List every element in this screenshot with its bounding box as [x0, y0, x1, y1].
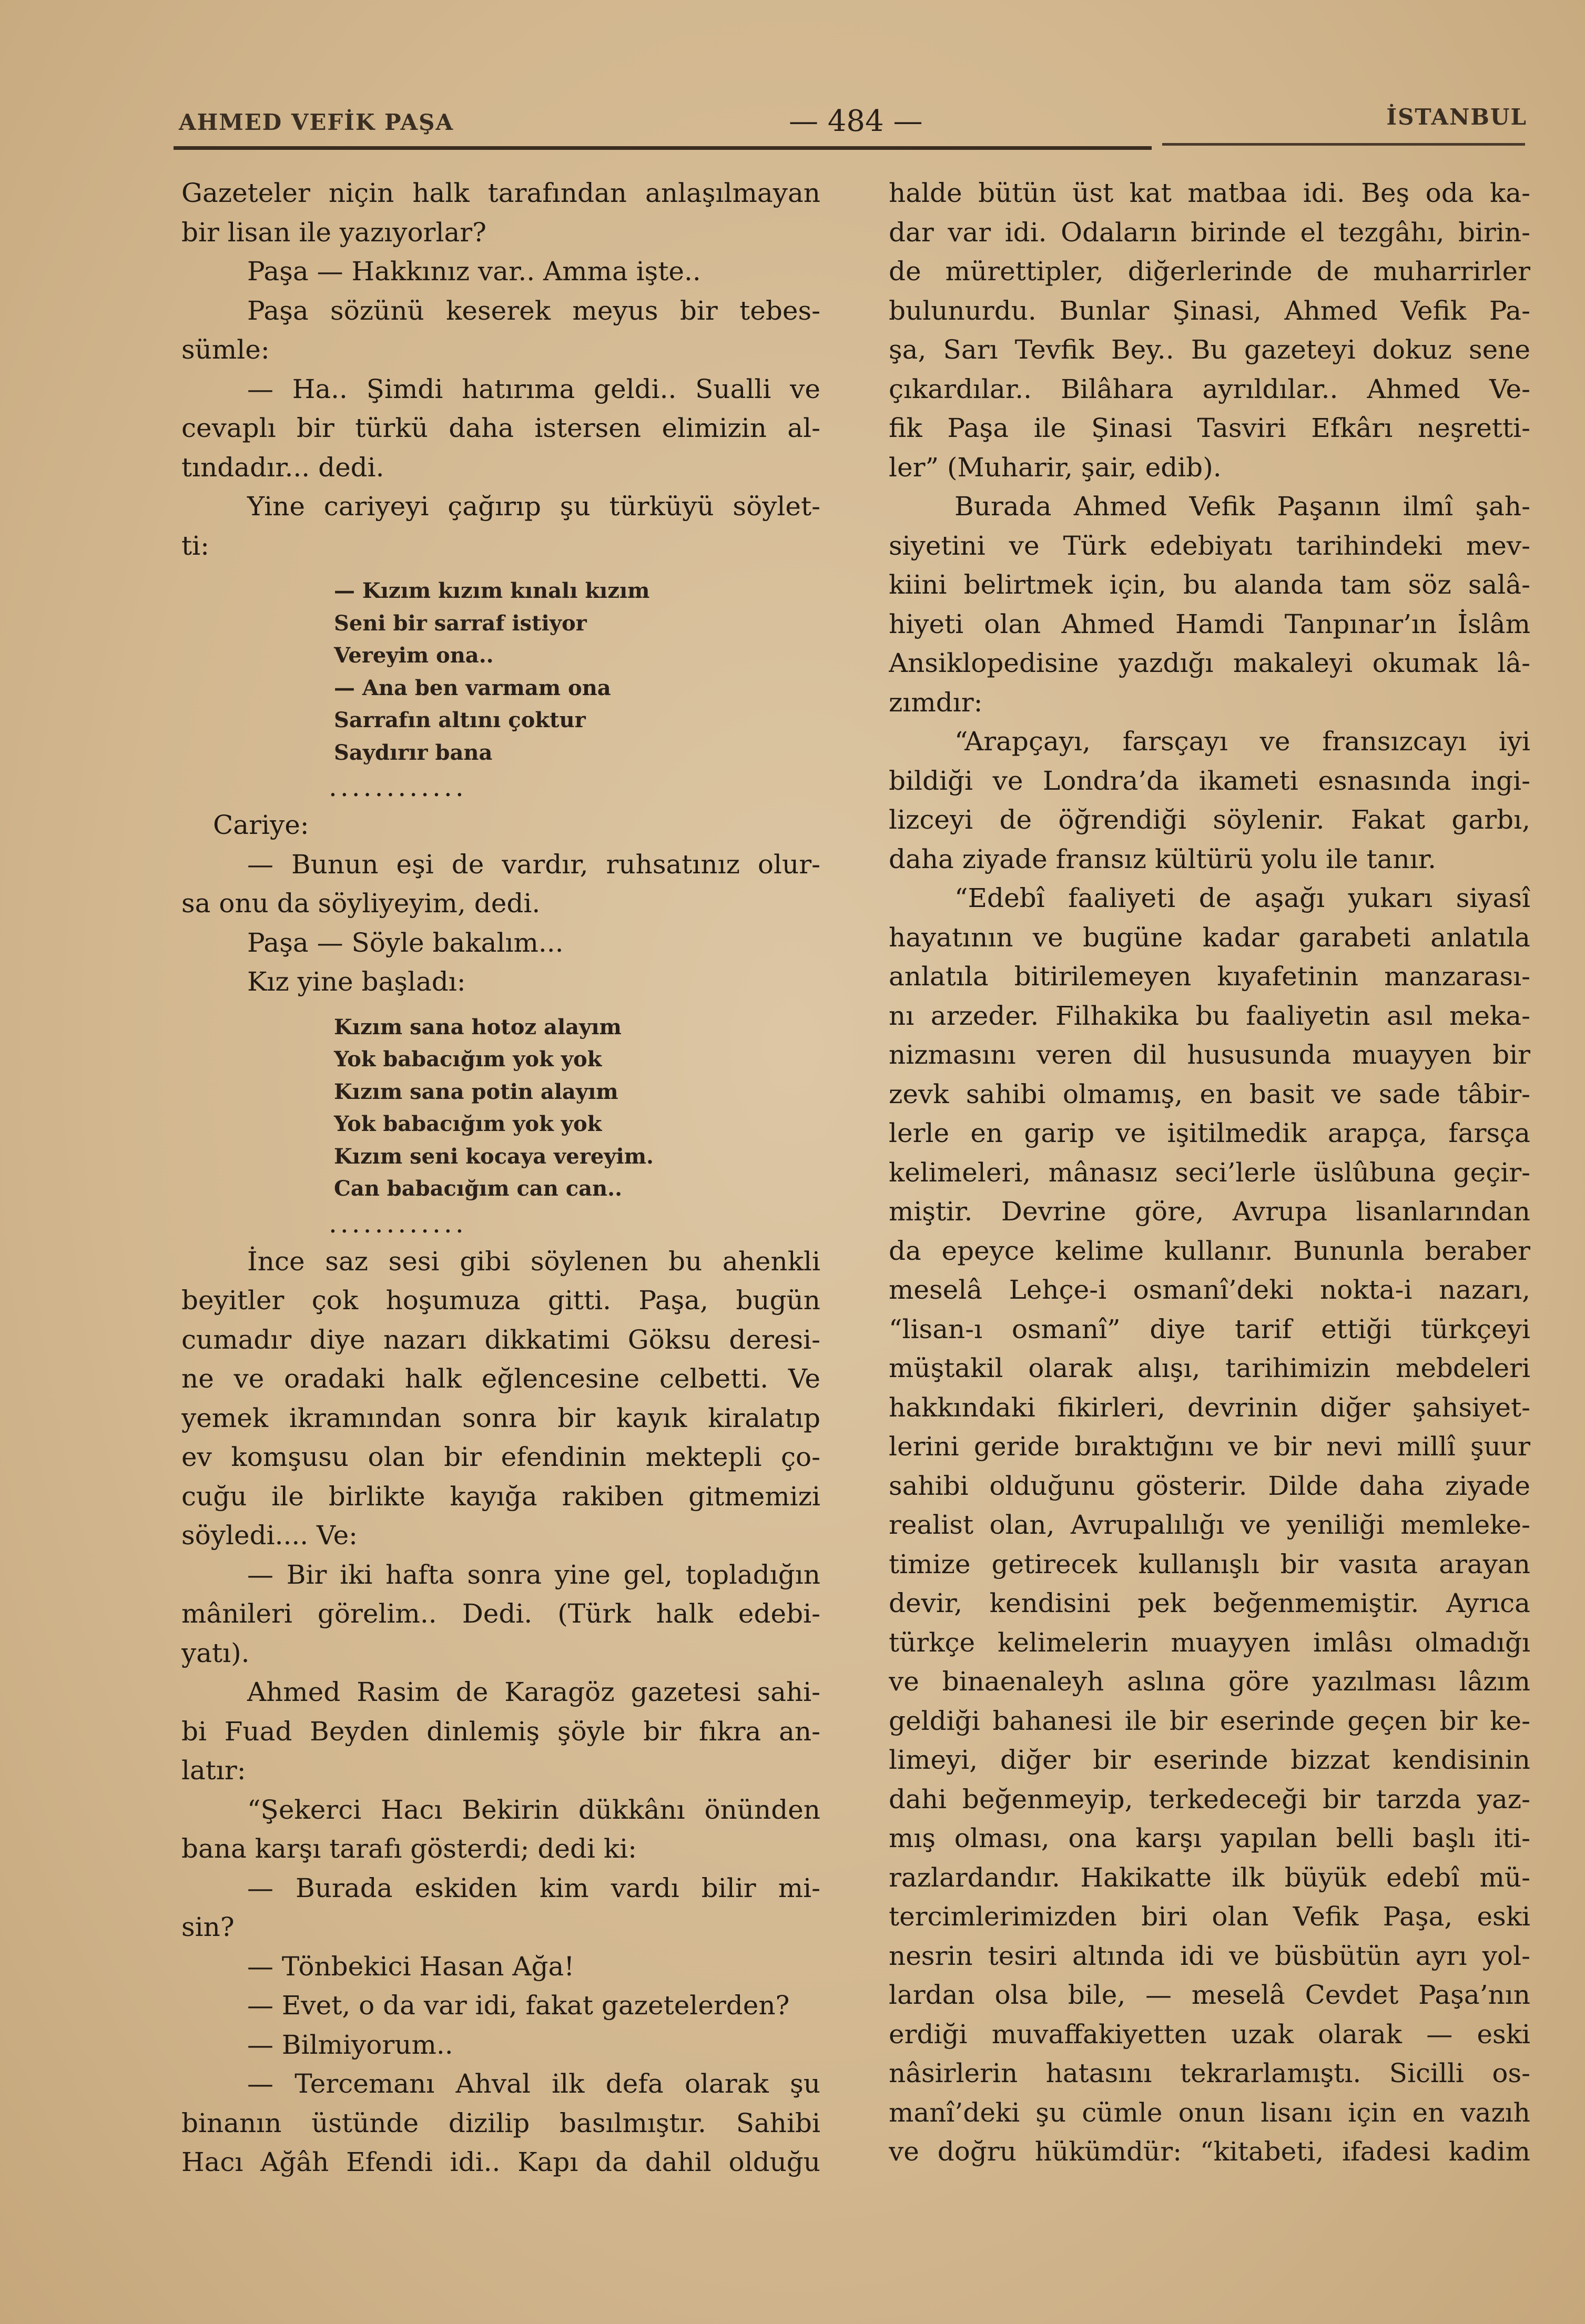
right-column — [889, 174, 1530, 2172]
text-line: “Edebî faaliyeti de aşağı yukarı siyasî — [954, 883, 1530, 913]
text-line: Paşa — Söyle bakalım... — [247, 927, 564, 958]
text-line: dar var idi. Odaların birinde el tezgâhı, birin- — [889, 217, 1530, 248]
text-line: nesrin tesiri altında idi ve büsbütün ayrı yol- — [889, 1940, 1530, 1971]
text-line: de mürettipler, diğerlerinde de muharrirler — [889, 256, 1530, 287]
ellipsis-divider: ............ — [329, 772, 467, 802]
text-line: dahi beğenmeyip, terkedeceği bir tarzda yaz- — [889, 1783, 1530, 1815]
text-line: anlatıla bitirilemeyen kıyafetinin manzarası- — [889, 961, 1530, 992]
text-line: “Şekerci Hacı Bekirin dükkânı önünden — [247, 1794, 820, 1825]
text-line: ne ve oradaki halk eğlencesine celbetti. Ve — [181, 1363, 820, 1394]
verse-line: Yok babacığım yok yok — [334, 1112, 602, 1136]
text-line: — Evet, o da var idi, fakat gazetelerden? — [247, 1990, 790, 2021]
text-line: türkçe kelimelerin muayyen imlâsı olmadığı — [889, 1627, 1530, 1658]
verse-line: Saydırır bana — [334, 740, 493, 765]
text-line: tındadır... dedi. — [181, 452, 384, 483]
text-line: lizceyi de öğrendiği söylenir. Fakat garbı, — [889, 804, 1530, 835]
text-line: tercimlerimizden biri olan Vefik Paşa, eski — [889, 1901, 1530, 1932]
text-line: fik Paşa ile Şinasi Tasviri Efkârı neşretti- — [889, 413, 1530, 443]
text-line: hayatının ve bugüne kadar garabeti anlatıla — [889, 922, 1530, 953]
text-line: lardan olsa bile, — meselâ Cevdet Paşa’nın — [889, 1980, 1530, 2010]
text-line: sümle: — [181, 334, 270, 365]
text-line: Paşa sözünü keserek meyus bir tebes- — [247, 295, 820, 326]
text-line: yemek ikramından sonra bir kayık kiralatıp — [181, 1402, 820, 1433]
text-line: razlardandır. Hakikatte ilk büyük edebî mü- — [889, 1862, 1530, 1893]
text-line: — Ha.. Şimdi hatırıma geldi.. Sualli ve — [247, 373, 820, 404]
text-line: kiini belirtmek için, bu alanda tam söz salâ- — [889, 569, 1530, 600]
text-line: hakkındaki fikirleri, devrinin diğer şahsiyet- — [889, 1392, 1530, 1423]
text-line: İnce saz sesi gibi söylenen bu ahenkli — [247, 1246, 820, 1277]
text-line: Cariye: — [213, 810, 309, 840]
header-rule-short — [1162, 143, 1525, 146]
text-line: — Bunun eşi de vardır, ruhsatınız olur- — [247, 849, 820, 880]
verse-line: Seni bir sarraf istiyor — [334, 610, 587, 636]
text-line: halde bütün üst kat matbaa idi. Beş oda ka- — [889, 178, 1530, 208]
text-line: timize getirecek kullanışlı bir vasıta arayan — [889, 1548, 1530, 1579]
text-line: bildiği ve Londra’da ikameti esnasında ingi- — [889, 765, 1530, 796]
text-line: manî’deki şu cümle onun lisanı için en vazıh — [889, 2097, 1530, 2128]
text-line: Gazeteler niçin halk tarafından anlaşılmayan — [181, 178, 820, 208]
text-line: ev komşusu olan bir efendinin mektepli ço- — [181, 1442, 820, 1472]
verse-line: Yok babacığım yok yok — [334, 1047, 602, 1072]
verse-line: Can babacığım can can.. — [334, 1176, 622, 1201]
text-line: Burada Ahmed Vefik Paşanın ilmî şah- — [954, 491, 1530, 522]
text-line: miştir. Devrine göre, Avrupa lisanlarından — [889, 1196, 1530, 1227]
text-line: meselâ Lehçe-i osmanî’deki nokta-i nazarı, — [889, 1275, 1530, 1305]
text-line: latır: — [181, 1755, 246, 1786]
text-line: bulunurdu. Bunlar Şinasi, Ahmed Vefik Pa- — [889, 295, 1530, 326]
text-line: cevaplı bir türkü daha istersen elimizin al- — [181, 413, 820, 443]
text-line: cuğu ile birlikte kayığa rakiben gitmemizi — [181, 1481, 820, 1512]
verse-line: Vereyim ona.. — [334, 643, 494, 668]
header-author: AHMED VEFİK PAŞA — [179, 109, 454, 135]
text-line: binanın üstünde dizilip basılmıştır. Sahibi — [181, 2107, 820, 2138]
text-line: kelimeleri, mânasız seci’lerle üslûbuna geçir- — [889, 1157, 1530, 1188]
text-line: hiyeti olan Ahmed Hamdi Tanpınar’ın İslâm — [889, 608, 1530, 639]
verse-line: Kızım seni kocaya vereyim. — [334, 1144, 654, 1169]
text-line: ti: — [181, 530, 209, 561]
text-line: Kız yine başladı: — [247, 966, 466, 997]
text-line: nı arzeder. Filhakika bu faaliyetin asıl meka- — [889, 1000, 1530, 1031]
verse-line: — Kızım kızım kınalı kızım — [334, 578, 650, 603]
text-line: realist olan, Avrupalılığı ve yeniliği memleke- — [889, 1510, 1530, 1540]
text-line: “lisan-ı osmanî” diye tarif ettiği türkçeyi — [889, 1313, 1530, 1344]
text-line: sa onu da söyliyeyim, dedi. — [181, 888, 541, 919]
text-line: erdiği muvaffakiyetten uzak olarak — eski — [889, 2019, 1530, 2050]
text-line: zevk sahibi olmamış, en basit ve sade tâbir- — [889, 1078, 1530, 1109]
verse-line: Kızım sana potin alayım — [334, 1079, 618, 1104]
running-header — [179, 99, 1527, 146]
text-line: “Arapçayı, farsçayı ve fransızcayı iyi — [954, 726, 1530, 757]
page-number: — 484 — — [789, 104, 923, 138]
verse-line: Sarrafın altını çoktur — [334, 708, 586, 732]
text-line: daha ziyade fransız kültürü yolu ile tanır. — [889, 843, 1436, 874]
text-line: beyitler çok hoşumuza gitti. Paşa, bugün — [181, 1285, 820, 1316]
text-line: nizmasını veren dil hususunda muayyen bir — [889, 1039, 1530, 1070]
text-line: — Tercemanı Ahval ilk defa olarak şu — [247, 2068, 820, 2099]
header-publication: İSTANBUL — [1386, 104, 1527, 130]
text-line: mış olması, ona karşı yapılan belli başlı iti- — [889, 1823, 1530, 1853]
text-line: Yine cariyeyi çağırıp şu türküyü söylet- — [247, 491, 820, 522]
verse-line: Kızım sana hotoz alayım — [334, 1014, 622, 1039]
text-line: Ansiklopedisine yazdığı makaleyi okumak lâ- — [889, 648, 1530, 678]
text-line: siyetini ve Türk edebiyatı tarihindeki mev- — [889, 530, 1530, 561]
header-rule — [174, 146, 1152, 150]
text-line: ve doğru hükümdür: “kitabeti, ifadesi kadim — [889, 2136, 1530, 2167]
text-line: bana karşı tarafı gösterdi; dedi ki: — [181, 1833, 637, 1864]
text-line: Hacı Ağâh Efendi idi.. Kapı da dahil olduğu — [181, 2147, 820, 2177]
left-column — [181, 174, 820, 2182]
text-line: lerle en garip ve işitilmedik arapça, farsça — [889, 1118, 1530, 1148]
text-line: — Bilmiyorum.. — [247, 2029, 453, 2060]
text-line: çıkardılar.. Bilâhara ayrıldılar.. Ahmed Ve- — [889, 373, 1530, 404]
text-line: — Tönbekici Hasan Ağa! — [247, 1951, 575, 1982]
text-line: geldiği bahanesi ile bir eserinde geçen bir ke- — [889, 1705, 1530, 1736]
text-line: Paşa — Hakkınız var.. Amma işte.. — [247, 256, 701, 287]
text-line: — Bir iki hafta sonra yine gel, topladığın — [247, 1559, 820, 1590]
text-line: bir lisan ile yazıyorlar? — [181, 217, 486, 248]
text-line: bi Fuad Beyden dinlemiş şöyle bir fıkra an- — [181, 1716, 820, 1747]
text-line: lerini geride bıraktığını ve bir nevi millî şuur — [889, 1431, 1530, 1462]
text-line: Ahmed Rasim de Karagöz gazetesi sahi- — [247, 1677, 820, 1707]
text-line: — Burada eskiden kim vardı bilir mi- — [247, 1872, 820, 1903]
text-line: ler” (Muharir, şair, edib). — [889, 452, 1222, 483]
text-line: yatı). — [181, 1637, 250, 1668]
ellipsis-divider: ............ — [329, 1208, 467, 1239]
text-line: sahibi olduğunu gösterir. Dilde daha ziyade — [889, 1470, 1530, 1501]
text-line: zımdır: — [889, 687, 983, 718]
text-line: da epeyce kelime kullanır. Bununla beraber — [889, 1235, 1530, 1266]
verse-line: — Ana ben varmam ona — [334, 675, 611, 700]
text-line: şa, Sarı Tevfik Bey.. Bu gazeteyi dokuz sene — [889, 334, 1530, 365]
text-line: cumadır diye nazarı dikkatimi Göksu deresi- — [181, 1324, 820, 1355]
text-line: sin? — [181, 1912, 235, 1942]
text-line: söyledi.... Ve: — [181, 1520, 358, 1551]
text-line: limeyi, diğer bir eserinde bizzat kendisinin — [889, 1745, 1530, 1775]
text-line: müştakil olarak alışı, tarihimizin mebdeleri — [889, 1353, 1530, 1383]
text-line: mânileri görelim.. Dedi. (Türk halk edebi- — [181, 1598, 820, 1629]
text-line: ve binaenaleyh aslına göre yazılması lâzım — [889, 1666, 1530, 1697]
text-line: devir, kendisini pek beğenmemiştir. Ayrıca — [889, 1588, 1530, 1618]
text-line: nâsirlerin hatasını tekrarlamıştı. Sicilli os- — [889, 2058, 1530, 2088]
